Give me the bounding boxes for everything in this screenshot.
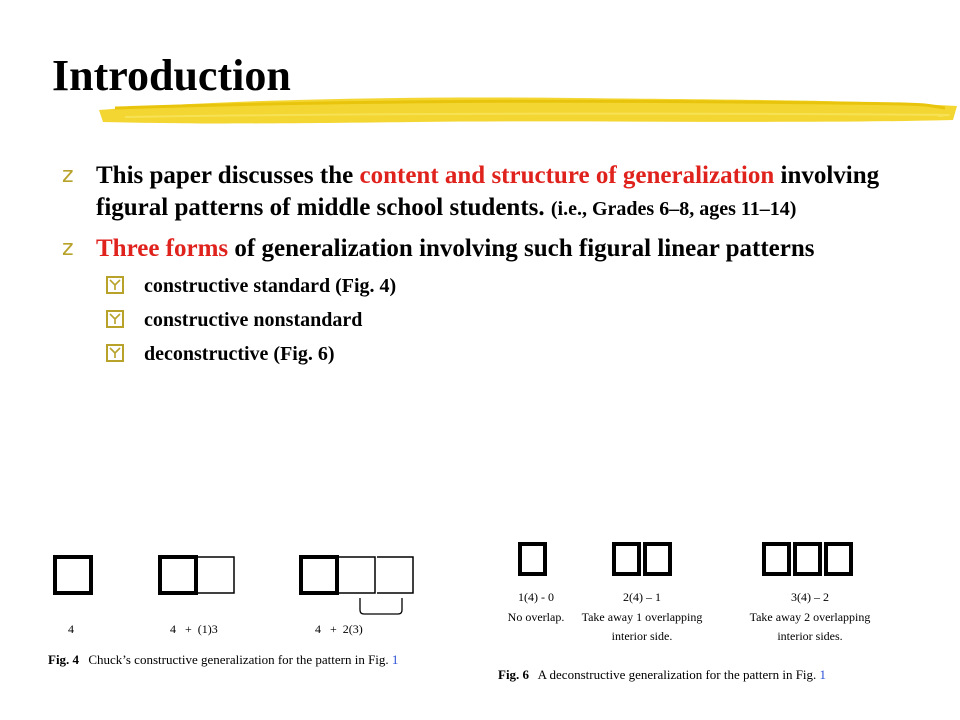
fig4-pattern-1 xyxy=(55,557,91,593)
fig6-note-2a: Take away 1 overlapping xyxy=(581,610,703,624)
fig4-caption-ref: 1 xyxy=(391,652,399,667)
fig6-formula-3: 3(4) – 2 xyxy=(791,590,829,604)
fig6-formula-2: 2(4) – 1 xyxy=(623,590,661,604)
bullet-1-highlight: content and structure of generalization xyxy=(359,162,775,189)
checkbox-y-icon xyxy=(106,344,124,362)
bullet-1-note: (i.e., Grades 6–8, ages 11–14) xyxy=(550,198,797,220)
fig4-label-2: 4 + (1)3 xyxy=(170,622,218,636)
fig4-label-1: 4 xyxy=(68,622,74,636)
slide-title: Introduction xyxy=(52,51,291,100)
fig6-pattern-1 xyxy=(520,544,545,574)
bullet-list xyxy=(62,160,922,375)
fig4-pattern-3 xyxy=(301,557,413,614)
fig6-pattern-2 xyxy=(614,544,670,574)
bullet-1 xyxy=(62,160,922,225)
fig6-caption xyxy=(498,667,826,682)
yellow-brush-stroke xyxy=(95,86,960,132)
fig4-pattern-2 xyxy=(160,557,234,593)
fig4-caption-text: Chuck’s constructive generalization for the pattern in Fig. xyxy=(88,652,392,667)
sub-bullet-3 xyxy=(62,341,922,367)
fig6-caption-ref: 1 xyxy=(819,667,827,682)
bullet-z-icon: z xyxy=(62,163,74,188)
fig4-caption xyxy=(48,652,398,667)
sub-bullet-2 xyxy=(62,307,922,333)
sub-bullet-3-text: deconstructive (Fig. 6) xyxy=(144,343,335,365)
fig6-pattern-3 xyxy=(764,544,851,574)
checkbox-y-icon xyxy=(106,310,124,328)
checkbox-y-icon xyxy=(106,276,124,294)
bullet-1-text-b: involving figural patterns of middle school students. xyxy=(96,162,880,221)
fig6-note-2b: interior side. xyxy=(611,629,673,643)
bullet-2-highlight: Three forms xyxy=(96,235,229,262)
figure-6 xyxy=(490,530,910,690)
fig6-formula-1: 1(4) - 0 xyxy=(518,590,554,604)
figure-4 xyxy=(40,540,460,680)
fig4-caption-label: Fig. 4 xyxy=(48,652,80,667)
bullet-z-icon: z xyxy=(62,236,74,261)
fig6-note-3a: Take away 2 overlapping xyxy=(749,610,871,624)
fig4-label-3: 4 + 2(3) xyxy=(315,622,363,636)
bullet-1-text-a: This paper discusses the xyxy=(96,162,360,189)
sub-bullet-2-text: constructive nonstandard xyxy=(144,309,363,331)
fig6-note-1: No overlap. xyxy=(507,610,565,624)
fig6-caption-label: Fig. 6 xyxy=(498,667,530,682)
bullet-2 xyxy=(62,233,922,265)
sub-bullet-1 xyxy=(62,273,922,299)
sub-bullet-1-text: constructive standard (Fig. 4) xyxy=(144,275,397,297)
bullet-2-text: of generalization involving such figural linear patterns xyxy=(228,235,815,262)
fig6-note-3b: interior sides. xyxy=(777,629,843,643)
fig6-caption-text: A deconstructive generalization for the pattern in Fig. xyxy=(537,667,820,682)
